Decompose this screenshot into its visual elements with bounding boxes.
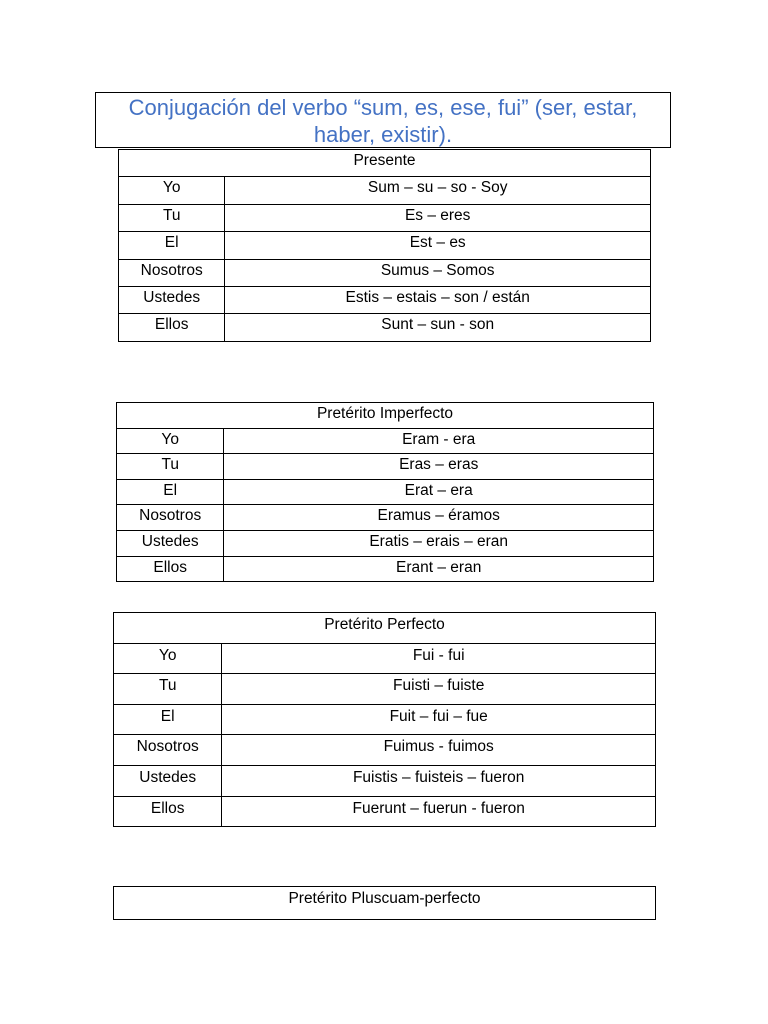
table-row <box>117 428 654 454</box>
form-cell: Fuistis – fuisteis – fueron <box>222 765 656 796</box>
table-row <box>119 286 651 313</box>
person-cell: El <box>119 232 225 259</box>
person-cell: Nosotros <box>114 735 222 766</box>
form-cell: Fuit – fui – fue <box>222 704 656 735</box>
person-cell: Yo <box>119 177 225 204</box>
person-cell: Ustedes <box>114 765 222 796</box>
table-row <box>114 765 656 796</box>
person-cell: Ustedes <box>119 286 225 313</box>
table-row <box>119 177 651 204</box>
form-cell: Est – es <box>225 232 651 259</box>
form-cell: Eramus – éramos <box>224 505 654 531</box>
table-row <box>117 530 654 556</box>
table-preterito-imperfecto <box>116 402 654 582</box>
person-cell: Nosotros <box>117 505 224 531</box>
table-row <box>114 796 656 827</box>
person-cell: Yo <box>117 428 224 454</box>
table-preterito-pluscuamperfecto <box>113 886 656 920</box>
table-row <box>117 556 654 582</box>
title-line-1: Conjugación del verbo “sum, es, ese, fui” (ser, estar, <box>128 95 638 120</box>
person-cell: Tu <box>119 204 225 231</box>
title-line-2: haber, existir). <box>313 122 453 147</box>
table-row <box>119 232 651 259</box>
form-cell: Fuisti – fuiste <box>222 674 656 705</box>
document-title <box>95 92 671 148</box>
person-cell: Ustedes <box>117 530 224 556</box>
table-row <box>117 454 654 480</box>
form-cell: Fuimus - fuimos <box>222 735 656 766</box>
form-cell: Sumus – Somos <box>225 259 651 286</box>
form-cell: Estis – estais – son / están <box>225 286 651 313</box>
table-header: Pretérito Perfecto <box>114 613 656 644</box>
table-row <box>117 479 654 505</box>
table-row <box>114 704 656 735</box>
table-row <box>119 204 651 231</box>
form-cell: Eram - era <box>224 428 654 454</box>
table-header: Pretérito Imperfecto <box>117 403 654 429</box>
person-cell: Nosotros <box>119 259 225 286</box>
form-cell: Eras – eras <box>224 454 654 480</box>
person-cell: Tu <box>117 454 224 480</box>
form-cell: Erat – era <box>224 479 654 505</box>
table-row <box>119 259 651 286</box>
person-cell: Ellos <box>117 556 224 582</box>
person-cell: El <box>117 479 224 505</box>
table-presente <box>118 149 651 342</box>
table-row <box>119 314 651 341</box>
form-cell: Eratis – erais – eran <box>224 530 654 556</box>
person-cell: Ellos <box>119 314 225 341</box>
table-row <box>114 735 656 766</box>
person-cell: Ellos <box>114 796 222 827</box>
person-cell: Tu <box>114 674 222 705</box>
form-cell: Sunt – sun - son <box>225 314 651 341</box>
table-row <box>114 643 656 674</box>
table-preterito-perfecto <box>113 612 656 827</box>
table-header: Pretérito Pluscuam-perfecto <box>114 887 656 920</box>
form-cell: Sum – su – so - Soy <box>225 177 651 204</box>
table-row <box>117 505 654 531</box>
form-cell: Erant – eran <box>224 556 654 582</box>
person-cell: Yo <box>114 643 222 674</box>
person-cell: El <box>114 704 222 735</box>
table-row <box>114 674 656 705</box>
table-header: Presente <box>119 150 651 177</box>
form-cell: Es – eres <box>225 204 651 231</box>
form-cell: Fui - fui <box>222 643 656 674</box>
form-cell: Fuerunt – fuerun - fueron <box>222 796 656 827</box>
